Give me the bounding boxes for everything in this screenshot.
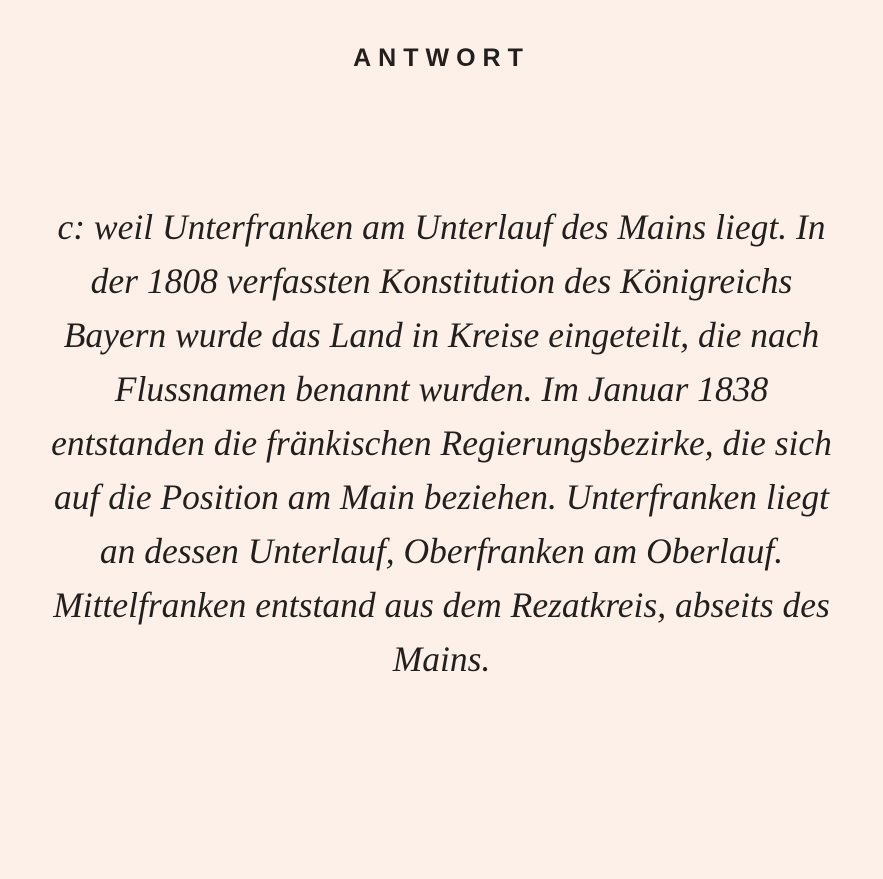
page-title: ANTWORT	[353, 44, 530, 72]
answer-text: c: weil Unterfranken am Unterlauf des Mains liegt. In der 1808 verfassten Konstitution des Königreichs Bayern wurde das Land in Kreise eingeteilt, die nach Flussnamen benannt wurden. Im Januar 1838 entstanden die fränkischen Regierungsbezirke, die sich auf die Position am Main beziehen. Unterfranken liegt an dessen Unterlauf, Oberfranken am Oberlauf. Mittelfranken entstand aus dem Rezatkreis, abseits des Mains.	[51, 207, 832, 679]
answer-block	[50, 200, 833, 686]
